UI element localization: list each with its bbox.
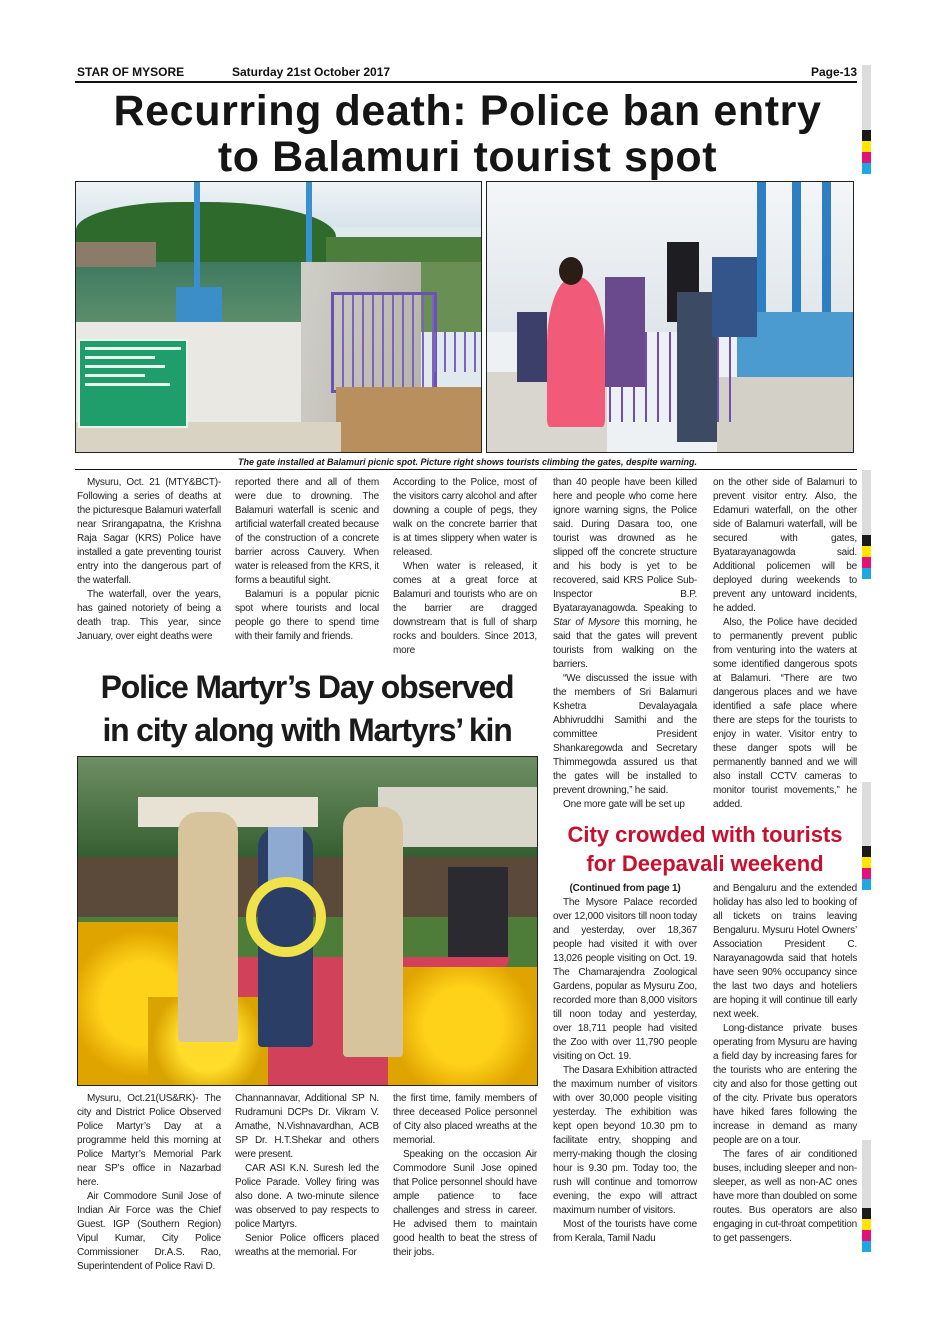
italic-text: Star of Mysore [553, 617, 620, 628]
paragraph: CAR ASI K.N. Suresh led the Police Parade. Volley firing was also done. A two-minute silence was observed to pay respects to police Martyrs. [235, 1163, 379, 1230]
paragraph: According to the Police, most of the visitors carry alcohol and after downing a couple of pegs, they walk on the concrete barrier that is at times slippery when water is released. [393, 477, 537, 558]
paragraph: reported there and all of them were due to drowning. The Balamuri waterfall is scenic and artificial waterfall created because of the construction of a concrete barrier across Cauvery. When water is released from the KRS, it forms a beautiful sight. [235, 477, 379, 586]
paragraph: Balamuri is a popular picnic spot where tourists and local people go there to spend time with their family and friends. [235, 589, 379, 642]
article1-column-3 [393, 476, 537, 658]
paragraph: Speaking on the occasion Air Commodore Sunil Jose opined that Police personnel should have ample patience to face challenges and stress in career. He advised them to maintain good health to beat the stress of their jobs. [393, 1149, 537, 1258]
paragraph [553, 476, 697, 672]
right-stack [553, 476, 857, 1246]
warning-signboard [78, 339, 188, 428]
photo-martyrs-day-wreath [77, 756, 538, 1086]
article1-column-2 [235, 476, 379, 644]
paragraph: The Mysore Palace recorded over 12,000 visitors till noon today and yesterday, over 18,367 people had visited it with over 13,026 people visiting on Oct. 19. The Chamarajendra Zoological Gardens, popular as Mysuru Zoo, recorded more than 8,000 visitors till noon today and yesterday, over 18,711 people had visited the Zoo with over 11,790 people visiting on Oct. 19. [553, 897, 697, 1062]
page-number: Page-13 [810, 65, 857, 79]
main-headline-line1: Recurring death: Police ban entry [113, 87, 822, 135]
article3-columns [553, 882, 857, 1246]
article3-column-2 [713, 882, 857, 1246]
color-registration-bar [862, 470, 871, 579]
article3-column-1-body [553, 896, 697, 1246]
article2-column-1 [77, 1092, 221, 1274]
main-headline [75, 88, 860, 180]
text-segment: this morning, he said that the gates will prevent tourists from walking on the barriers. [553, 617, 697, 670]
article2-columns [77, 1092, 538, 1274]
article1-column-1 [77, 476, 221, 644]
text-segment: than 40 people have been killed here and people who come here ignore warning signs, the Police said. During Dasara too, one tourist was drowned as he slipped off the concrete structure and his body is yet to be recovered, said KRS Police Sub-Inspector B.P. Byatarayanagowda. Speaking to [553, 477, 697, 614]
paragraph: Senior Police officers placed wreaths at the memorial. For [235, 1233, 379, 1258]
article1-column-4 [553, 476, 697, 812]
issue-date: Saturday 21st October 2017 [232, 65, 391, 79]
photo-balamuri-gate [75, 181, 482, 453]
deepavali-headline-line1: City crowded with tourists [567, 822, 843, 847]
article1-column-5 [713, 476, 857, 812]
paragraph: on the other side of Balamuri to prevent visitor entry. Also, the Edamuri waterfall, on the other side of Balamuri waterfall, will be secured with gates, Byatarayanagowda said. Additional policemen will be deployed during weekends to prevent any untoward incidents, he added. [713, 477, 857, 614]
paragraph: the first time, family members of three deceased Police personnel of City also placed wreaths at the memorial. [393, 1093, 537, 1146]
paragraph: “We discussed the issue with the members of Sri Balamuri Kshetra Devalayagala Abhivruddhi Samithi and the committee President Shankaregowda and Secretary Thimmegowda assured us that the gates will be installed to prevent drowning,” he said. [553, 673, 697, 796]
paragraph: and Bengaluru and the extended holiday has also led to booking of all tickets on trains leaving Bengaluru. Mysuru Hotel Owners’ Association President C. Narayanagowda said that hotels have seen 90% occupancy since the last two days and hoteliers are hoping it will continue till early next week. [713, 883, 857, 1020]
color-registration-bar [862, 782, 871, 890]
newspaper-name: STAR OF MYSORE [77, 65, 185, 79]
deepavali-headline-line2: for Deepavali weekend [586, 851, 824, 876]
article2-column-2 [235, 1092, 379, 1260]
left-stack [77, 476, 538, 1274]
martyrs-day-headline [77, 666, 537, 752]
article2-column-3 [393, 1092, 537, 1260]
color-registration-bar [862, 65, 871, 174]
photo-caption: The gate installed at Balamuri picnic spot. Picture right shows tourists climbing the gates, despite warning. [237, 457, 698, 467]
martyrs-day-headline-line2: in city along with Martyrs’ kin [102, 712, 512, 748]
header-rule [75, 81, 857, 83]
paragraph: Mysuru, Oct.21(US&RK)- The city and District Police Observed Police Martyr’s Day at a programme held this morning at Police Martyr’s Memorial Park near SP’s office in Nazarbad here. [77, 1093, 221, 1188]
paragraph: Channannavar, Additional SP N. Rudramuni DCPs Dr. Vikram V. Amathe, N.Vishnavardhan, ACB SP Dr. H.T.Shekar and others were present. [235, 1093, 379, 1160]
main-headline-line2: to Balamuri tourist spot [217, 133, 718, 181]
paragraph: Air Commodore Sunil Jose of Indian Air Force was the Chief Guest. IGP (Southern Region) Vipul Kumar, City Police Commissioner Dr.A.S. Rao, Superintendent of Police Ravi D. [77, 1191, 221, 1272]
caption-rule [75, 469, 857, 470]
paragraph: The Dasara Exhibition attracted the maximum number of visitors with over 30,000 people visiting yesterday. The exhibition was kept open beyond 10.30 pm to facilitate entry, shopping and merry-making though the closing hour is 9.30 pm. Today too, the rush will continue and tomorrow evening, the expo will attract maximum number of visitors. [553, 1065, 697, 1216]
article1-left-columns [77, 476, 538, 658]
continued-note: (Continued from page 1) [569, 883, 681, 894]
article3-column-1 [553, 882, 697, 1246]
paragraph: Long-distance private buses operating from Mysuru are having a field day by increasing fares for the tourists who are entering the city and also for those getting out of the city. Private bus operators have hiked fares following the increase in demand as many people are on a tour. [713, 1023, 857, 1146]
paragraph: The waterfall, over the years, has gained notoriety of being a death trap. This year, since January, over eight deaths were [77, 589, 221, 642]
paragraph: Most of the tourists have come from Kerala, Tamil Nadu [553, 1219, 697, 1244]
article1-right-columns [553, 476, 857, 812]
paragraph: The fares of air conditioned buses, including sleeper and non-sleeper, as well as non-AC ones have more than doubled on some routes. Bus operators are also engaging in cut-throat competition to get passengers. [713, 1149, 857, 1244]
deepavali-headline [553, 820, 857, 878]
paragraph: One more gate will be set up [563, 799, 685, 810]
paragraph: Mysuru, Oct. 21 (MTY&BCT)- Following a series of deaths at the picturesque Balamuri waterfall near Srirangapatna, the Krishna Raja Sagar (KRS) Police have installed a gate preventing tourist entry into the dangerous part of the waterfall. [77, 477, 221, 586]
paragraph: Also, the Police have decided to permanently prevent public from venturing into the waters at some identified dangerous spots at Balamuri. “There are two dangerous places and we have identified a safe place where there are steps for the tourists to enjoy in water. Visitor entry to these danger spots will be permanently banned and we will also install CCTV cameras to monitor tourist movements,” he added. [713, 617, 857, 810]
martyrs-day-headline-line1: Police Martyr’s Day observed [100, 669, 514, 705]
paragraph: When water is released, it comes at a great force at Balamuri and tourists who are on the barrier are dragged downstream that is full of sharp rocks and boulders. Since 2013, more [393, 561, 537, 656]
photo-tourists-climbing-gate [486, 181, 854, 453]
color-registration-bar [862, 1140, 871, 1252]
